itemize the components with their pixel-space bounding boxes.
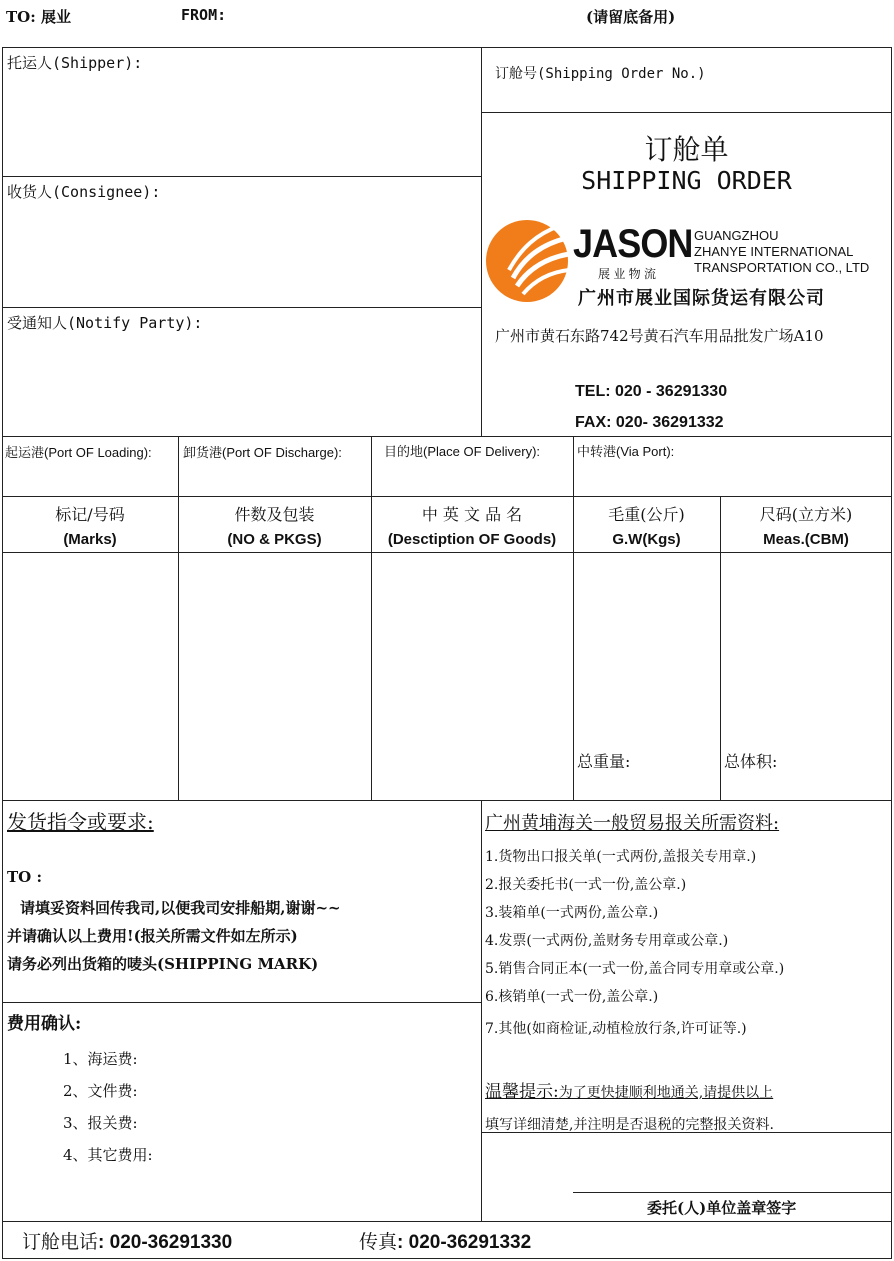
- column-header-measurement: 尺码(立方米) Meas.(CBM): [759, 505, 853, 548]
- to-line: [6, 6, 71, 27]
- shipper-label: 托运人(Shipper):: [7, 54, 143, 72]
- logo-cn-small: 展 业 物 流: [598, 267, 657, 281]
- list-item: 6.核销单(一式一份,盖公章.): [485, 989, 659, 1005]
- column-header-description: 中 英 文 品 名 (Desctiption OF Goods): [387, 505, 557, 548]
- to-value: 展业: [41, 8, 72, 26]
- to-label: TO:: [6, 8, 36, 26]
- port-of-loading-label: 起运港(Port OF Loading):: [5, 445, 152, 460]
- tip-label: 温馨提示:: [485, 1082, 559, 1102]
- list-item: 2.报关委托书(一式一份,盖公章.): [485, 877, 687, 893]
- fee-item-customs: 3、报关费:: [63, 1114, 138, 1132]
- fees-heading: 费用确认:: [7, 1014, 82, 1034]
- footer-fax-value: : 020-36291332: [397, 1232, 532, 1253]
- from-label: FROM:: [181, 6, 227, 24]
- customs-docs-heading: 广州黄埔海关一般贸易报关所需资料:: [485, 813, 780, 834]
- instructions-line-3: 请务必列出货箱的唛头(SHIPPING MARK): [7, 955, 319, 973]
- company-tel: TEL: 020 - 36291330: [575, 383, 728, 400]
- instructions-heading: 发货指令或要求:: [7, 810, 154, 834]
- keep-copy-note: (请留底备用): [586, 8, 676, 26]
- via-port-label: 中转港(Via Port):: [577, 444, 675, 459]
- customs-docs-list: [485, 843, 784, 1043]
- fee-item-other: 4、其它费用:: [63, 1146, 153, 1164]
- list-item: 4.发票(一式两份,盖财务专用章或公章.): [485, 933, 729, 949]
- footer-phone-value: : 020-36291330: [98, 1232, 233, 1253]
- company-name-en: GUANGZHOU ZHANYE INTERNATIONAL TRANSPORTATION CO., LTD: [694, 228, 870, 275]
- list-item: 1.货物出口报关单(一式两份,盖报关专用章.): [485, 849, 757, 865]
- notify-party-label: 受通知人(Notify Party):: [7, 314, 203, 332]
- fee-item-ocean-freight: 1、海运费:: [63, 1050, 138, 1068]
- list-item: 7.其他(如商检证,动植检放行条,许可证等.): [485, 1021, 747, 1037]
- footer-phone-label: 订舱电话: [22, 1231, 99, 1253]
- company-name-cn: 广州市展业国际货运有限公司: [578, 288, 825, 308]
- list-item: 3.装箱单(一式两份,盖公章.): [485, 905, 659, 921]
- fees-list: [63, 1043, 153, 1171]
- column-header-packages: 件数及包装 (NO & PKGS): [227, 505, 322, 548]
- column-header-marks: 标记/号码 (Marks): [55, 505, 125, 548]
- tip-text-1: 为了更快捷顺利地通关,请提供以上: [558, 1085, 774, 1101]
- total-weight-label: 总重量:: [577, 752, 631, 771]
- place-of-delivery-label: 目的地(Place OF Delivery):: [384, 444, 541, 459]
- tip: [485, 1077, 773, 1102]
- column-header-gross-weight: 毛重(公斤) G.W(Kgs): [608, 505, 685, 548]
- signature-label: 委托(人)单位盖章签字: [647, 1199, 797, 1217]
- list-item: 5.销售合同正本(一式一份,盖合同专用章或公章.): [485, 961, 785, 977]
- company-fax: FAX: 020- 36291332: [575, 414, 724, 431]
- instructions-to: TO :: [7, 868, 42, 886]
- shipping-order-no-label: 订舱号(Shipping Order No.): [495, 66, 706, 82]
- jason-logo-icon: [485, 216, 569, 306]
- port-of-discharge-label: 卸货港(Port OF Discharge):: [183, 445, 342, 460]
- tip-text-2: 填写详细清楚,并注明是否退税的完整报关资料.: [485, 1117, 774, 1133]
- title-cn: 订舱单: [644, 133, 729, 166]
- total-volume-label: 总体积:: [724, 752, 778, 771]
- instructions-line-2: 并请确认以上费用!(报关所需文件如左所示): [7, 927, 298, 945]
- company-address: 广州市黄石东路742号黄石汽车用品批发广场A10: [495, 327, 824, 345]
- footer-fax-label: 传真: [359, 1231, 398, 1253]
- footer-phone: [22, 1227, 232, 1254]
- logo-wordmark: JASON: [573, 222, 693, 266]
- fee-item-document: 2、文件费:: [63, 1082, 138, 1100]
- title-en: SHIPPING ORDER: [581, 166, 792, 195]
- consignee-label: 收货人(Consignee):: [7, 183, 161, 201]
- footer-fax: [359, 1227, 531, 1254]
- instructions-line-1: 请填妥资料回传我司,以便我司安排船期,谢谢~~: [20, 899, 341, 917]
